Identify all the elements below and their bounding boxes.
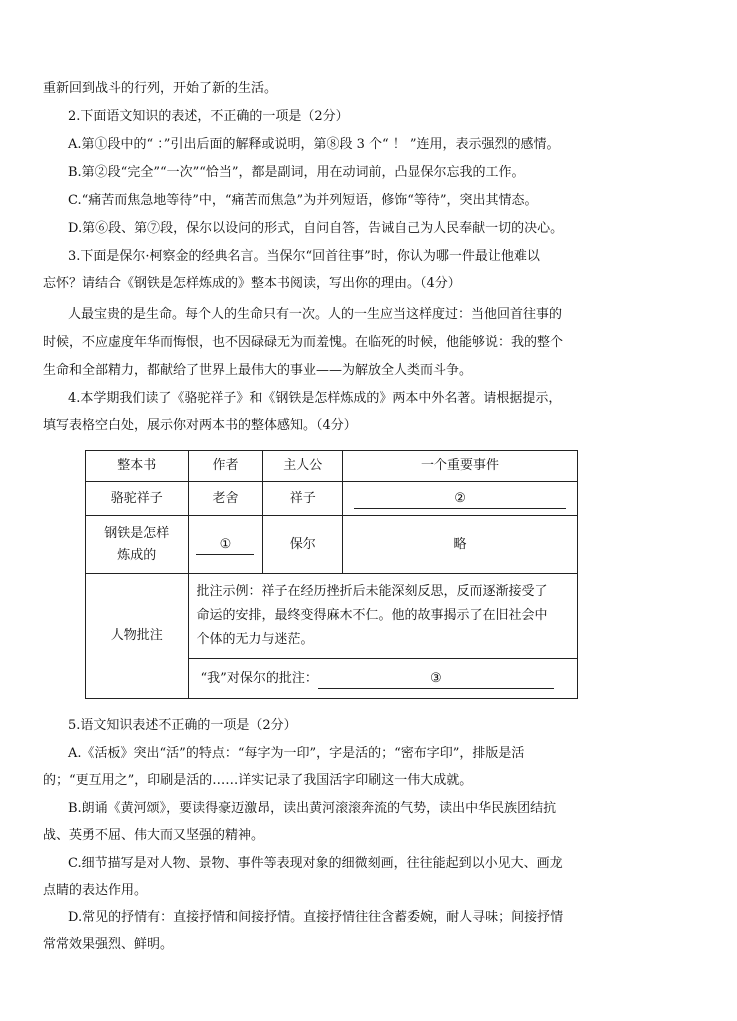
- quote-line-2: 时候，不应虚度年华而悔恨，也不因碌碌无为而羞愧。在临死的时候，他能够说：我的整个: [43, 335, 564, 350]
- cell-event: [343, 482, 578, 516]
- book-title-line-2: 炼成的: [117, 547, 157, 563]
- annotation-line: 命运的安排，最终变得麻木不仁。他的故事揭示了在旧社会中: [196, 608, 548, 623]
- cell-author: [188, 516, 263, 574]
- cell-book: [86, 516, 189, 574]
- quote-line-1: 人最宝贵的是生命。每个人的生命只有一次。人的一生应当这样度过：当他回首往事的: [68, 307, 563, 322]
- cell-protagonist: 祥子: [263, 482, 343, 516]
- option-2b: B.第②段“完全”“一次”“恰当”，都是副词，用在动词前，凸显保尔忘我的工作。: [68, 165, 525, 180]
- cell-event: 略: [343, 516, 578, 574]
- blank-2[interactable]: ②: [354, 490, 566, 509]
- book-title-line-1: 钢铁是怎样: [104, 525, 170, 541]
- cell-protagonist: 保尔: [263, 516, 343, 574]
- option-5a: A.《活板》突出“活”的特点：“每字为一印”，字是活的；“密布字印”，排版是活: [68, 746, 525, 761]
- option-2a: A.第①段中的“ ：”引出后面的解释或说明，第⑧段 3 个“ ！ ”连用，表示强烈的感情。: [68, 137, 560, 152]
- header-cell: 主人公: [263, 451, 343, 482]
- question-3-cont: 忘怀？请结合《钢铁是怎样炼成的》整本书阅读，写出你的理由。（4分）: [43, 276, 461, 291]
- paragraph-line: 重新回到战斗的行列，开始了新的生活。: [43, 81, 278, 96]
- cell-annotation-label: 人物批注: [86, 574, 189, 699]
- option-5d-cont: 常常效果强烈、鲜明。: [43, 937, 174, 952]
- cell-author: 老舍: [188, 482, 263, 516]
- option-5c-cont: 点睛的表达作用。: [43, 883, 148, 898]
- question-2-title: 2.下面语文知识的表述，不正确的一项是（2分）: [68, 109, 349, 124]
- header-cell: 作者: [188, 451, 263, 482]
- blank-1[interactable]: ①: [196, 536, 254, 555]
- option-2d: D.第⑥段、第⑦段，保尔以设问的形式，自问自答，告诫自己为人民奉献一切的决心。: [68, 221, 564, 236]
- header-cell: 一个重要事件: [343, 451, 578, 482]
- annotation-line: 个体的无力与迷茫。: [196, 632, 314, 647]
- option-5a-cont: 的；“更互用之”，印刷是活的……详实记录了我国活字印刷这一伟大成就。: [43, 773, 473, 788]
- option-5b: B.朗诵《黄河颂》，要读得豪迈激昂，读出黄河滚滚奔流的气势，读出中华民族团结抗: [68, 801, 557, 816]
- book-table: [85, 450, 578, 699]
- table-row: [86, 516, 578, 574]
- question-4-title: 4.本学期我们读了《骆驼祥子》和《钢铁是怎样炼成的》两本中外名著。请根据提示，: [68, 391, 562, 406]
- annotation-line: 批注示例：祥子在经历挫折后未能深刻反思，反而逐渐接受了: [196, 584, 548, 599]
- question-5-title: 5.语文知识表述不正确的一项是（2分）: [68, 718, 297, 733]
- option-5d: D.常见的抒情有：直接抒情和间接抒情。直接抒情往往含蓄委婉，耐人寻味；间接抒情: [68, 910, 564, 925]
- question-4-cont: 填写表格空白处，展示你对两本书的整体感知。（4分）: [43, 418, 357, 433]
- question-3-title: 3.下面是保尔·柯察金的经典名言。当保尔“回首往事”时，你认为哪一件最让他难以: [68, 249, 540, 264]
- blank-3[interactable]: ③: [318, 670, 554, 689]
- cell-book: 骆驼祥子: [86, 482, 189, 516]
- header-cell: 整本书: [86, 451, 189, 482]
- option-5b-cont: 战、英勇不屈、伟大而又坚强的精神。: [43, 828, 265, 843]
- table-row: [86, 482, 578, 516]
- annotation-prompt: “我”对保尔的批注：: [200, 670, 318, 686]
- table-header-row: [86, 451, 578, 482]
- table-row: [86, 574, 578, 659]
- annotation-blank-cell: [188, 659, 577, 699]
- quote-line-3: 生命和全部精力，都献给了世界上最伟大的事业——为解放全人类而斗争。: [43, 363, 473, 378]
- annotation-example: [188, 574, 577, 659]
- option-2c: C.“痛苦而焦急地等待”中，“痛苦而焦急”为并列短语，修饰“等待”，突出其情态。: [68, 193, 538, 208]
- option-5c: C.细节描写是对人物、景物、事件等表现对象的细微刻画，往往能起到以小见大、画龙: [68, 856, 563, 871]
